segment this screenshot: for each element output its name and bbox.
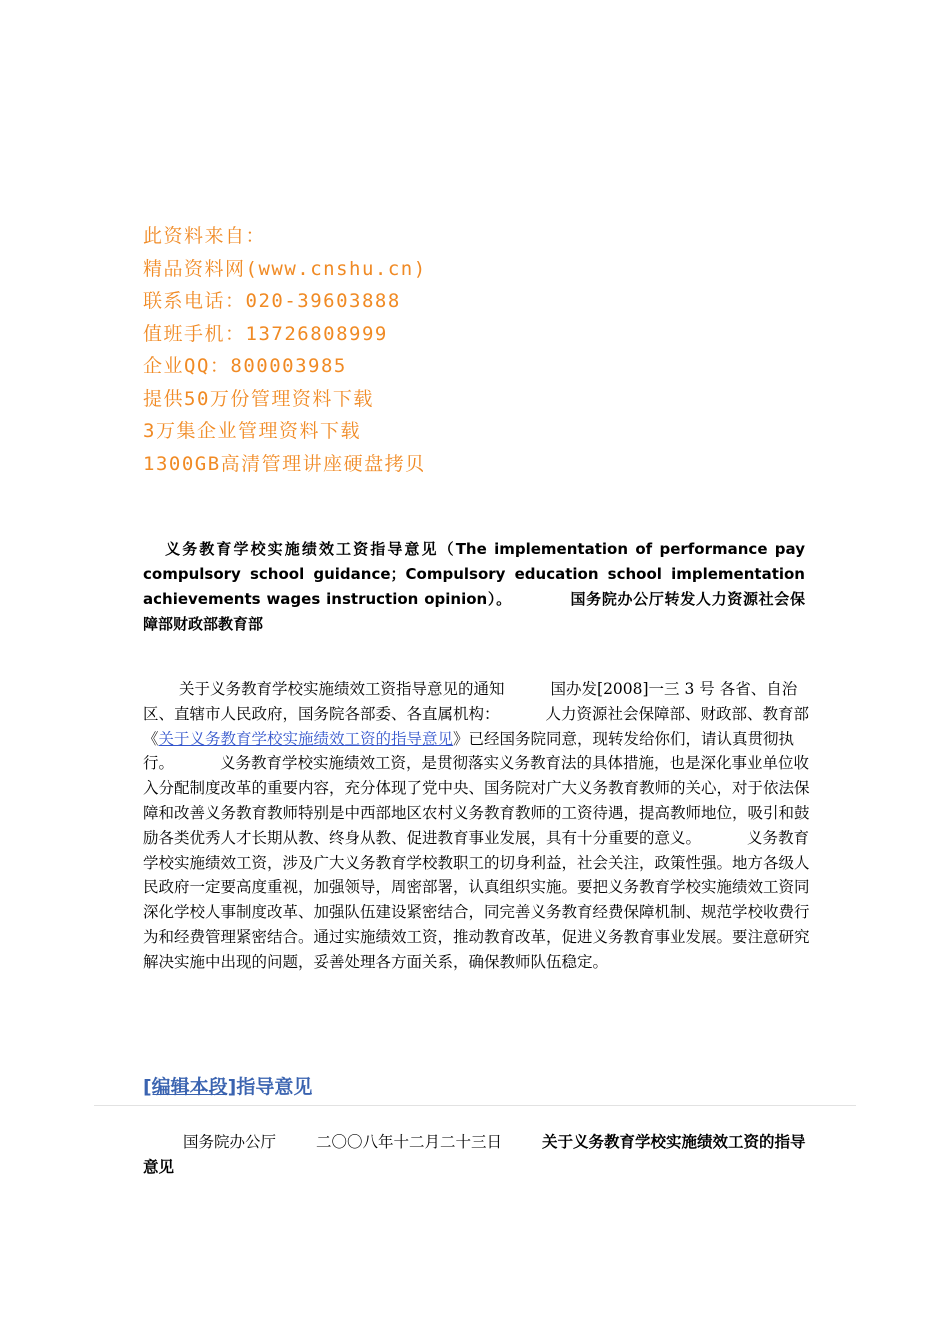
- ad-line: 3万集企业管理资料下载: [143, 420, 361, 442]
- notice-paragraph: 义务教育学校实施绩效工资，是贯彻落实义务教育法的具体措施，也是深化事业单位收入分配制度改革的重要内容，充分体现了党中央、国务院对广大义务教育教师的关心，对于依法保障和改善义务教育教师特别是中西部地区农村义务教育教师的工资待遇，提高教师地位，吸引和鼓励各类优秀人才长期从教、终身从教、促进教育事业发展，具有十分重要的意义。: [143, 754, 810, 847]
- ad-line: 精品资料网(www.cnshu.cn): [143, 257, 427, 280]
- ad-line: 值班手机：13726808999: [143, 322, 388, 345]
- office-name: 国务院办公厅: [183, 1133, 277, 1151]
- guidance-link[interactable]: 关于义务教育学校实施绩效工资的指导意见: [158, 729, 454, 748]
- title-main: 义务教育学校实施绩效工资指导意见（The implementation of performance pay compulsory school guidance；Compulsory education school implementation achievements wages instruction opinion）。: [143, 540, 805, 608]
- notice-heading: 关于义务教育学校实施绩效工资指导意见的通知: [179, 680, 505, 698]
- intro-text-end: 》已经国务院同意，现转发给你们，请认真贯彻执行。: [143, 729, 795, 773]
- edit-section-link[interactable]: [编辑本段]: [143, 1076, 237, 1098]
- intro-text: 人力资源社会保障部、财政部、教育部《: [143, 704, 810, 748]
- document-title: [143, 537, 805, 637]
- notice-paragraph: 义务教育学校实施绩效工资，涉及广大义务教育学校教职工的切身利益，社会关注，政策性强。地方各级人民政府一定要高度重视，加强领导，周密部署，认真组织实施。要把义务教育学校实施绩效工资同深化学校人事制度改革、加强队伍建设紧密结合，同完善义务教育经费保障机制、规范学校收费行为和经费管理紧密结合。通过实施绩效工资，推动教育改革，促进义务教育事业发展。要注意研究解决实施中出现的问题，妥善处理各方面关系，确保教师队伍稳定。: [143, 828, 810, 971]
- ad-line: 此资料来自：: [143, 225, 267, 247]
- ad-line: 联系电话：020-39603888: [143, 290, 401, 312]
- divider: [94, 1105, 856, 1106]
- section-heading: [143, 1072, 312, 1099]
- issue-date: 二〇〇八年十二月二十三日: [316, 1133, 503, 1151]
- addressees: 各省、自治区、直辖市人民政府，国务院各部委、各直属机构：: [143, 680, 798, 723]
- section-title: 指导意见: [236, 1076, 313, 1098]
- title-issuer: 国务院办公厅转发人力资源社会保障部财政部教育部: [143, 590, 805, 633]
- ad-line: 提供50万份管理资料下载: [143, 387, 374, 410]
- footer-block: [143, 1130, 811, 1180]
- notice-body: [143, 677, 811, 975]
- ad-line: 1300GB高清管理讲座硬盘拷贝: [143, 452, 426, 475]
- guidance-title: 关于义务教育学校实施绩效工资的指导意见: [143, 1133, 806, 1176]
- doc-number: 国办发[2008]一三 3 号: [550, 680, 715, 698]
- source-ad-block: [143, 220, 427, 480]
- ad-line: 企业QQ：800003985: [143, 355, 347, 377]
